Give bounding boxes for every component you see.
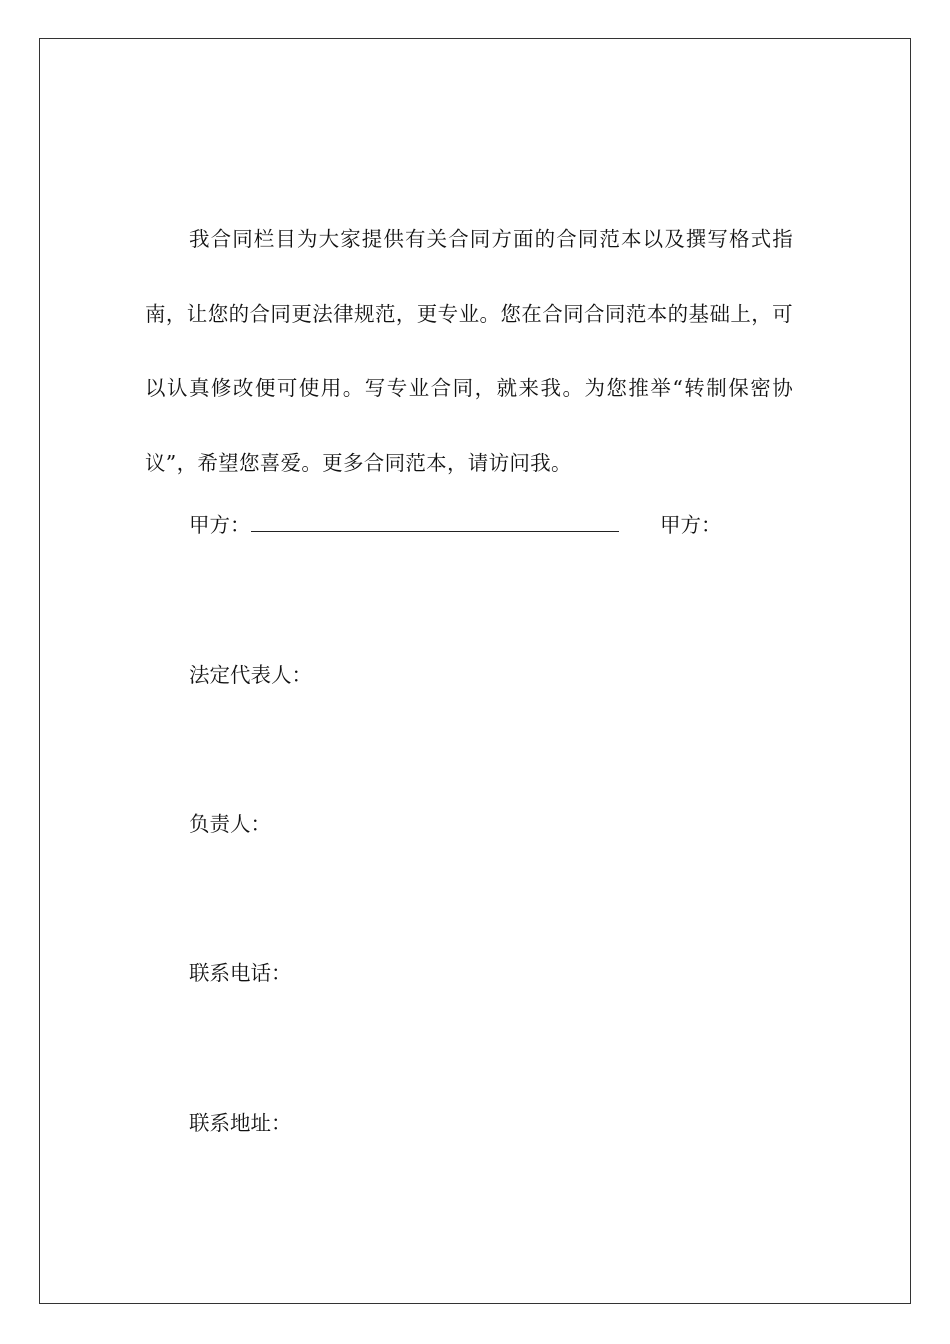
intro-paragraph: 我合同栏目为大家提供有关合同方面的合同范本以及撰写格式指南，让您的合同更法律规范，更专业。您在合同合同范本的基础上，可以认真修改便可使用。写专业合同，就来我。为您推举“转制保密协议”，希望您喜爱。更多合同范本，请访问我。 (145, 227, 793, 475)
party-b-label: 甲方： (660, 513, 722, 537)
responsible-person-label: 负责人： (189, 812, 271, 836)
party-a-label: 甲方： (189, 513, 251, 537)
party-a-blank-line[interactable] (251, 511, 619, 532)
phone-label: 联系电话： (189, 961, 292, 985)
legal-representative-field (189, 661, 312, 689)
legal-representative-label: 法定代表人： (189, 663, 312, 687)
party-a-field (189, 511, 619, 539)
phone-field (189, 959, 292, 987)
address-label: 联系地址： (189, 1111, 292, 1135)
party-b-field (660, 511, 722, 539)
address-field (189, 1109, 292, 1137)
responsible-person-field (189, 810, 271, 838)
